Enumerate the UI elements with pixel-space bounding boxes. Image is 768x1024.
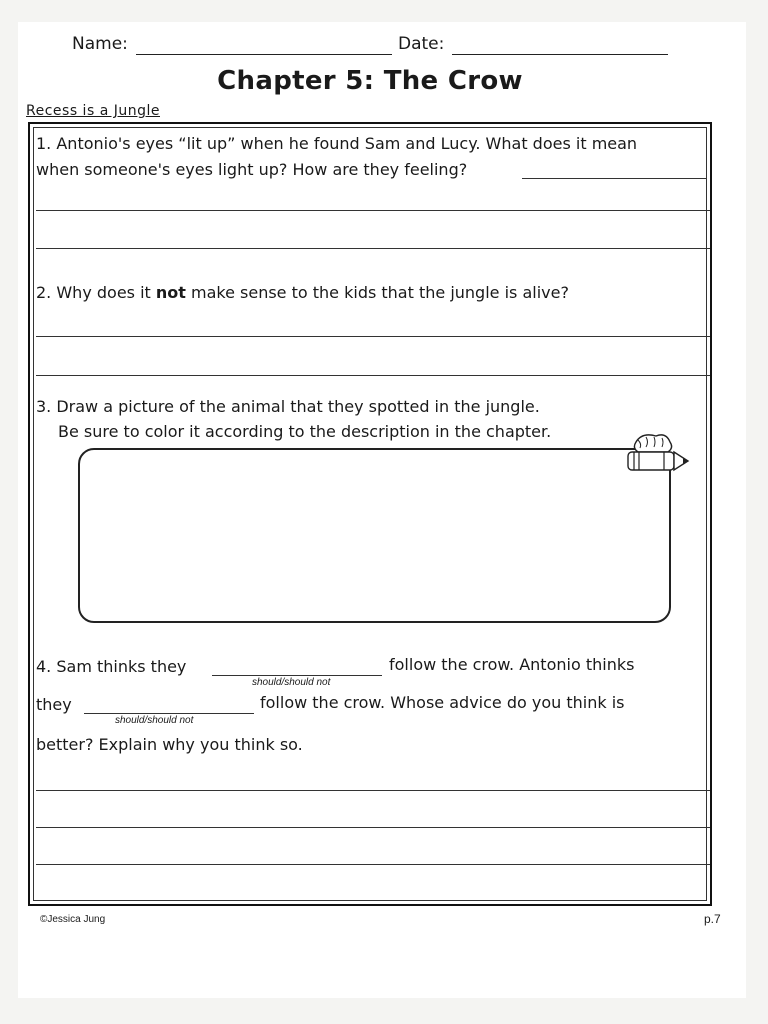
date-label: Date: [398, 34, 445, 54]
drawing-box[interactable] [78, 448, 671, 623]
name-label: Name: [72, 34, 128, 54]
question-2 [36, 280, 569, 306]
blank-hint: should/should not [252, 677, 331, 688]
question-4-line-2b: follow the crow. Whose advice do you think is [260, 693, 625, 712]
question-4-line-1b: follow the crow. Antonio thinks [389, 655, 635, 674]
answer-line[interactable] [36, 375, 710, 376]
blank-hint: should/should not [115, 715, 194, 726]
answer-line[interactable] [36, 827, 710, 828]
date-field[interactable] [452, 38, 668, 55]
question-1-line-2: when someone's eyes light up? How are they feeling? [36, 160, 468, 179]
name-field[interactable] [136, 38, 392, 55]
page-number: p.7 [704, 912, 721, 926]
question-4-line-3: better? Explain why you think so. [36, 735, 303, 754]
question-4-line-2a: they [36, 695, 72, 714]
answer-line[interactable] [36, 790, 710, 791]
copyright-text: ©Jessica Jung [40, 914, 106, 925]
question-2-emphasis: not [155, 283, 186, 302]
page-title: Chapter 5: The Crow [217, 66, 523, 96]
answer-line[interactable] [36, 248, 710, 249]
question-4-line-1a: 4. Sam thinks they [36, 657, 187, 676]
question-3-line-1: 3. Draw a picture of the animal that they spotted in the jungle. [36, 397, 540, 416]
question-1-line-1: 1. Antonio's eyes “lit up” when he found Sam and Lucy. What does it mean [36, 134, 638, 153]
answer-line[interactable] [36, 864, 710, 865]
answer-line[interactable] [36, 336, 710, 337]
book-title: Recess is a Jungle [26, 103, 160, 119]
answer-blank[interactable] [84, 713, 254, 714]
question-3-line-2: Be sure to color it according to the description in the chapter. [58, 422, 552, 441]
answer-blank[interactable] [212, 675, 382, 676]
answer-line[interactable] [36, 210, 710, 211]
pencil-icon [624, 432, 692, 476]
question-2-text-b: make sense to the kids that the jungle is alive? [185, 283, 569, 302]
question-2-text-a: 2. Why does it [36, 283, 156, 302]
answer-line[interactable] [522, 178, 706, 179]
